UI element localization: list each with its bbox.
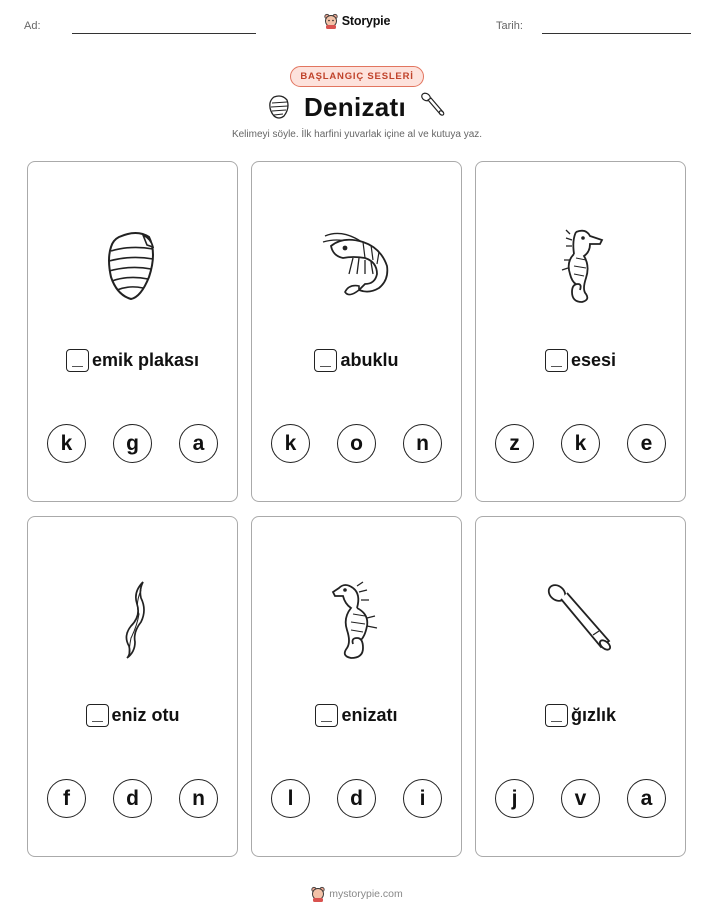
letter-option[interactable]: e	[627, 424, 666, 463]
instructions: Kelimeyi söyle. İlk harfini yuvarlak içine al ve kutuya yaz.	[231, 129, 483, 140]
date-label: Tarih:	[496, 20, 523, 32]
first-letter-box[interactable]	[66, 349, 89, 372]
page-title: Denizatı	[303, 91, 407, 122]
scute-icon	[103, 227, 163, 303]
letter-option[interactable]: z	[495, 424, 534, 463]
letter-option[interactable]: n	[403, 424, 442, 463]
first-letter-box[interactable]	[314, 349, 337, 372]
bear-logo-icon	[324, 13, 338, 29]
name-line	[72, 33, 256, 34]
word-card	[251, 161, 462, 502]
scute-icon	[268, 94, 290, 120]
letter-option[interactable]: f	[47, 779, 86, 818]
letter-option[interactable]: i	[403, 779, 442, 818]
brand-logo	[0, 13, 714, 29]
letter-option[interactable]: n	[179, 779, 218, 818]
letter-option[interactable]: l	[271, 779, 310, 818]
section-badge: BAŞLANGIÇ SESLERİ	[290, 66, 423, 87]
first-letter-box[interactable]	[545, 349, 568, 372]
first-letter-box[interactable]	[86, 704, 109, 727]
letter-option[interactable]: k	[47, 424, 86, 463]
word-text: abuklu	[340, 350, 399, 370]
letter-option[interactable]: o	[337, 424, 376, 463]
word-card	[475, 161, 686, 502]
brand-name: Storypie	[341, 14, 391, 28]
footer	[0, 886, 714, 902]
word-card	[27, 161, 238, 502]
letter-option[interactable]: d	[337, 779, 376, 818]
date-line	[542, 33, 691, 34]
seahorse-icon	[331, 580, 383, 660]
word-text: esesi	[570, 350, 617, 370]
seaweed-icon	[115, 580, 151, 660]
word-text: emik plakası	[91, 350, 200, 370]
word-card	[251, 516, 462, 857]
bear-logo-icon	[311, 886, 325, 902]
letter-option[interactable]: j	[495, 779, 534, 818]
letter-option[interactable]: v	[561, 779, 600, 818]
footer-url: mystorypie.com	[329, 888, 403, 900]
word-text: ğızlık	[570, 705, 616, 725]
letter-option[interactable]: k	[271, 424, 310, 463]
snout-icon	[420, 92, 446, 122]
title-row	[0, 90, 714, 124]
name-label: Ad:	[24, 20, 41, 32]
first-letter-box[interactable]	[545, 704, 568, 727]
first-letter-box[interactable]	[315, 704, 338, 727]
shrimp-icon	[319, 228, 395, 302]
word-text: eniz otu	[111, 705, 180, 725]
letter-option[interactable]: a	[627, 779, 666, 818]
letter-option[interactable]: k	[561, 424, 600, 463]
letter-option[interactable]: d	[113, 779, 152, 818]
seahorse-icon	[556, 226, 606, 304]
word-text: enizatı	[341, 705, 398, 725]
letter-option[interactable]: a	[179, 424, 218, 463]
word-card	[475, 516, 686, 857]
word-card	[27, 516, 238, 857]
letter-option[interactable]: g	[113, 424, 152, 463]
snout-icon	[545, 581, 617, 659]
